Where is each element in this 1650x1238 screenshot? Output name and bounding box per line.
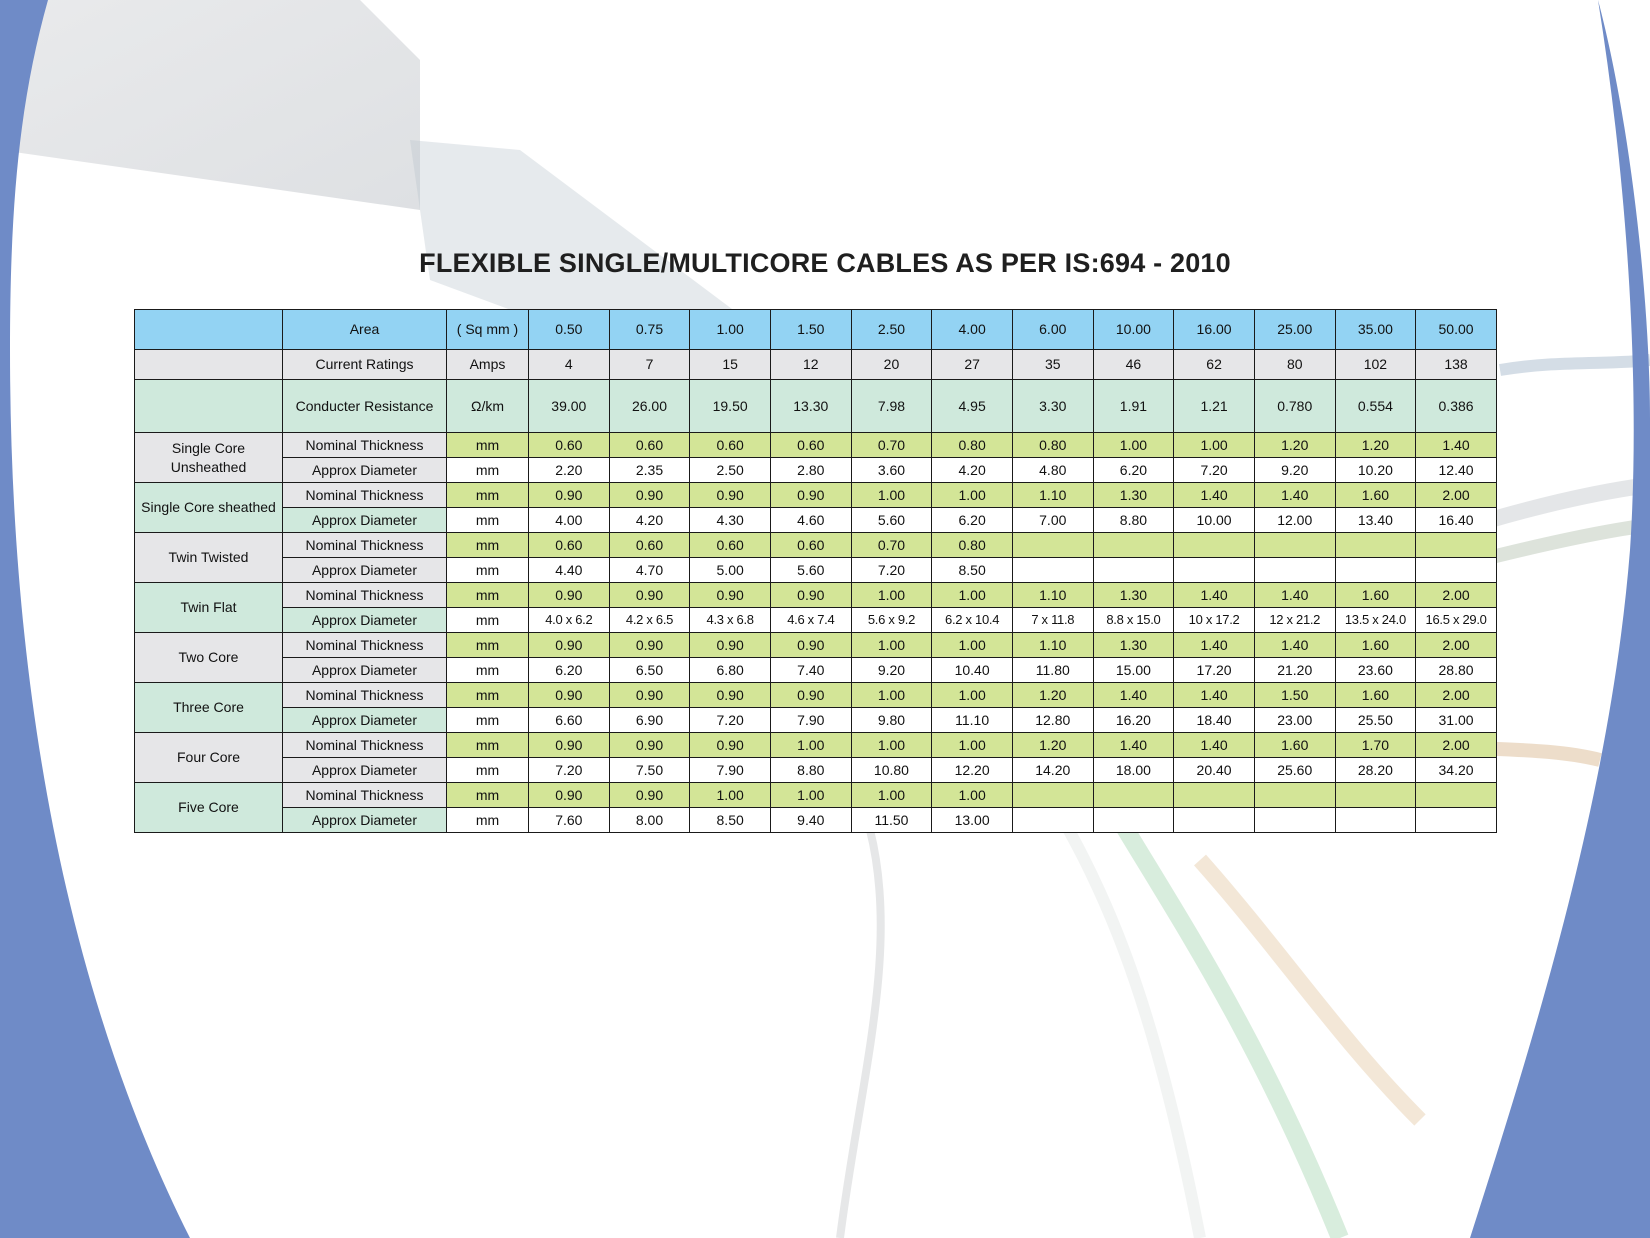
nominal-thickness-label: Nominal Thickness bbox=[283, 683, 447, 708]
cable-type-label: Single Core sheathed bbox=[135, 483, 283, 533]
thickness-value-cell: 0.90 bbox=[690, 633, 771, 658]
table-body bbox=[135, 310, 1497, 833]
thickness-value-cell bbox=[1416, 783, 1497, 808]
diameter-value-cell: 7.20 bbox=[1174, 458, 1255, 483]
thickness-value-cell: 2.00 bbox=[1416, 733, 1497, 758]
diameter-value-cell: 2.80 bbox=[770, 458, 851, 483]
area-value-cell: 1.00 bbox=[690, 310, 771, 350]
diameter-value-cell: 12.80 bbox=[1012, 708, 1093, 733]
unit-label: mm bbox=[447, 783, 529, 808]
current-value-cell: 7 bbox=[609, 350, 690, 380]
thickness-value-cell: 1.40 bbox=[1254, 583, 1335, 608]
thickness-value-cell: 1.40 bbox=[1174, 733, 1255, 758]
header-row-current bbox=[135, 350, 1497, 380]
approx-diameter-label: Approx Diameter bbox=[283, 608, 447, 633]
nominal-thickness-label: Nominal Thickness bbox=[283, 583, 447, 608]
diameter-value-cell bbox=[1335, 558, 1416, 583]
thickness-value-cell: 0.60 bbox=[609, 433, 690, 458]
current-value-cell: 138 bbox=[1416, 350, 1497, 380]
thickness-value-cell: 1.40 bbox=[1254, 483, 1335, 508]
cable-type-label: Twin Twisted bbox=[135, 533, 283, 583]
nominal-thickness-label: Nominal Thickness bbox=[283, 783, 447, 808]
diameter-value-cell: 21.20 bbox=[1254, 658, 1335, 683]
current-value-cell: 102 bbox=[1335, 350, 1416, 380]
diameter-value-cell: 13.40 bbox=[1335, 508, 1416, 533]
area-label: Area bbox=[283, 310, 447, 350]
current-value-cell: 12 bbox=[770, 350, 851, 380]
thickness-value-cell bbox=[1254, 783, 1335, 808]
thickness-value-cell: 0.70 bbox=[851, 433, 932, 458]
cable-type-label: Single Core Unsheathed bbox=[135, 433, 283, 483]
unit-label: mm bbox=[447, 433, 529, 458]
thickness-value-cell: 1.40 bbox=[1416, 433, 1497, 458]
cable-type-label: Two Core bbox=[135, 633, 283, 683]
diameter-value-cell: 4.00 bbox=[529, 508, 610, 533]
thickness-value-cell: 2.00 bbox=[1416, 633, 1497, 658]
table-row bbox=[135, 558, 1497, 583]
current-value-cell: 80 bbox=[1254, 350, 1335, 380]
thickness-value-cell: 1.60 bbox=[1335, 583, 1416, 608]
unit-label: mm bbox=[447, 558, 529, 583]
unit-label: mm bbox=[447, 808, 529, 833]
nominal-thickness-label: Nominal Thickness bbox=[283, 733, 447, 758]
approx-diameter-label: Approx Diameter bbox=[283, 458, 447, 483]
diameter-value-cell: 15.00 bbox=[1093, 658, 1174, 683]
resistance-label: Conducter Resistance bbox=[283, 380, 447, 433]
table-row bbox=[135, 458, 1497, 483]
approx-diameter-label: Approx Diameter bbox=[283, 758, 447, 783]
thickness-value-cell: 0.90 bbox=[529, 483, 610, 508]
cable-type-label: Twin Flat bbox=[135, 583, 283, 633]
area-value-cell: 10.00 bbox=[1093, 310, 1174, 350]
thickness-value-cell: 0.90 bbox=[609, 683, 690, 708]
thickness-value-cell: 0.60 bbox=[529, 433, 610, 458]
diameter-value-cell: 16.5 x 29.0 bbox=[1416, 608, 1497, 633]
area-unit: ( Sq mm ) bbox=[447, 310, 529, 350]
diameter-value-cell: 5.60 bbox=[770, 558, 851, 583]
unit-label: mm bbox=[447, 758, 529, 783]
thickness-value-cell: 1.40 bbox=[1093, 683, 1174, 708]
cable-type-label: Three Core bbox=[135, 683, 283, 733]
diameter-value-cell: 12.00 bbox=[1254, 508, 1335, 533]
diameter-value-cell bbox=[1012, 808, 1093, 833]
unit-label: mm bbox=[447, 658, 529, 683]
diameter-value-cell bbox=[1174, 808, 1255, 833]
diameter-value-cell: 12.20 bbox=[932, 758, 1013, 783]
diameter-value-cell: 31.00 bbox=[1416, 708, 1497, 733]
thickness-value-cell bbox=[1254, 533, 1335, 558]
thickness-value-cell: 0.80 bbox=[1012, 433, 1093, 458]
approx-diameter-label: Approx Diameter bbox=[283, 558, 447, 583]
diameter-value-cell: 4.40 bbox=[529, 558, 610, 583]
thickness-value-cell: 1.00 bbox=[851, 783, 932, 808]
diameter-value-cell: 4.3 x 6.8 bbox=[690, 608, 771, 633]
diameter-value-cell: 8.80 bbox=[770, 758, 851, 783]
resistance-value-cell: 39.00 bbox=[529, 380, 610, 433]
thickness-value-cell: 1.00 bbox=[1093, 433, 1174, 458]
thickness-value-cell bbox=[1012, 533, 1093, 558]
diameter-value-cell: 4.80 bbox=[1012, 458, 1093, 483]
thickness-value-cell: 1.00 bbox=[1174, 433, 1255, 458]
resistance-value-cell: 0.386 bbox=[1416, 380, 1497, 433]
diameter-value-cell bbox=[1174, 558, 1255, 583]
area-value-cell: 0.50 bbox=[529, 310, 610, 350]
thickness-value-cell: 0.90 bbox=[690, 683, 771, 708]
thickness-value-cell: 0.90 bbox=[529, 583, 610, 608]
diameter-value-cell bbox=[1416, 558, 1497, 583]
thickness-value-cell: 0.60 bbox=[609, 533, 690, 558]
thickness-value-cell: 0.60 bbox=[770, 433, 851, 458]
diameter-value-cell: 5.60 bbox=[851, 508, 932, 533]
current-value-cell: 35 bbox=[1012, 350, 1093, 380]
diameter-value-cell: 4.30 bbox=[690, 508, 771, 533]
table-row bbox=[135, 483, 1497, 508]
thickness-value-cell: 1.20 bbox=[1012, 683, 1093, 708]
area-value-cell: 6.00 bbox=[1012, 310, 1093, 350]
thickness-value-cell: 1.00 bbox=[851, 483, 932, 508]
thickness-value-cell: 0.60 bbox=[690, 433, 771, 458]
thickness-value-cell: 0.90 bbox=[690, 583, 771, 608]
diameter-value-cell: 16.20 bbox=[1093, 708, 1174, 733]
diameter-value-cell: 14.20 bbox=[1012, 758, 1093, 783]
thickness-value-cell: 0.90 bbox=[529, 783, 610, 808]
diameter-value-cell: 10.20 bbox=[1335, 458, 1416, 483]
thickness-value-cell: 1.20 bbox=[1254, 433, 1335, 458]
thickness-value-cell: 1.00 bbox=[690, 783, 771, 808]
diameter-value-cell: 18.00 bbox=[1093, 758, 1174, 783]
thickness-value-cell: 0.90 bbox=[609, 483, 690, 508]
diameter-value-cell: 7.90 bbox=[690, 758, 771, 783]
diameter-value-cell: 6.20 bbox=[932, 508, 1013, 533]
nominal-thickness-label: Nominal Thickness bbox=[283, 433, 447, 458]
table-row bbox=[135, 808, 1497, 833]
thickness-value-cell: 1.00 bbox=[932, 783, 1013, 808]
resistance-value-cell: 1.21 bbox=[1174, 380, 1255, 433]
thickness-value-cell: 0.80 bbox=[932, 433, 1013, 458]
unit-label: mm bbox=[447, 683, 529, 708]
diameter-value-cell: 8.00 bbox=[609, 808, 690, 833]
diameter-value-cell: 9.20 bbox=[851, 658, 932, 683]
table-row bbox=[135, 783, 1497, 808]
page-title: FLEXIBLE SINGLE/MULTICORE CABLES AS PER IS:694 - 2010 bbox=[419, 248, 1231, 278]
diameter-value-cell: 8.50 bbox=[932, 558, 1013, 583]
thickness-value-cell: 1.20 bbox=[1335, 433, 1416, 458]
diameter-value-cell: 8.50 bbox=[690, 808, 771, 833]
diameter-value-cell: 10.40 bbox=[932, 658, 1013, 683]
diameter-value-cell bbox=[1416, 808, 1497, 833]
table-row bbox=[135, 433, 1497, 458]
thickness-value-cell: 1.30 bbox=[1093, 483, 1174, 508]
diameter-value-cell: 23.60 bbox=[1335, 658, 1416, 683]
header-blank-cell bbox=[135, 310, 283, 350]
diameter-value-cell: 11.50 bbox=[851, 808, 932, 833]
thickness-value-cell: 0.90 bbox=[529, 733, 610, 758]
header-blank-cell bbox=[135, 380, 283, 433]
diameter-value-cell bbox=[1012, 558, 1093, 583]
diameter-value-cell: 6.60 bbox=[529, 708, 610, 733]
unit-label: mm bbox=[447, 583, 529, 608]
diameter-value-cell bbox=[1093, 558, 1174, 583]
thickness-value-cell: 1.60 bbox=[1335, 483, 1416, 508]
resistance-value-cell: 1.91 bbox=[1093, 380, 1174, 433]
diameter-value-cell: 5.00 bbox=[690, 558, 771, 583]
thickness-value-cell: 2.00 bbox=[1416, 483, 1497, 508]
thickness-value-cell: 1.00 bbox=[932, 733, 1013, 758]
thickness-value-cell: 0.90 bbox=[529, 633, 610, 658]
thickness-value-cell: 1.00 bbox=[932, 583, 1013, 608]
header-row-area bbox=[135, 310, 1497, 350]
table-row bbox=[135, 758, 1497, 783]
thickness-value-cell: 0.60 bbox=[770, 533, 851, 558]
thickness-value-cell: 0.90 bbox=[690, 733, 771, 758]
diameter-value-cell: 4.20 bbox=[609, 508, 690, 533]
diameter-value-cell: 4.20 bbox=[932, 458, 1013, 483]
resistance-unit: Ω/km bbox=[447, 380, 529, 433]
thickness-value-cell: 2.00 bbox=[1416, 583, 1497, 608]
diameter-value-cell: 2.20 bbox=[529, 458, 610, 483]
diameter-value-cell: 11.10 bbox=[932, 708, 1013, 733]
thickness-value-cell: 1.00 bbox=[770, 783, 851, 808]
table-row bbox=[135, 583, 1497, 608]
thickness-value-cell bbox=[1012, 783, 1093, 808]
thickness-value-cell: 1.20 bbox=[1012, 733, 1093, 758]
thickness-value-cell: 1.10 bbox=[1012, 483, 1093, 508]
table-row bbox=[135, 683, 1497, 708]
diameter-value-cell: 7.40 bbox=[770, 658, 851, 683]
current-value-cell: 62 bbox=[1174, 350, 1255, 380]
thickness-value-cell: 0.90 bbox=[609, 583, 690, 608]
diameter-value-cell: 7.20 bbox=[851, 558, 932, 583]
table-row bbox=[135, 733, 1497, 758]
area-value-cell: 1.50 bbox=[770, 310, 851, 350]
current-label: Current Ratings bbox=[283, 350, 447, 380]
diameter-value-cell: 6.50 bbox=[609, 658, 690, 683]
resistance-value-cell: 0.780 bbox=[1254, 380, 1335, 433]
diameter-value-cell: 4.2 x 6.5 bbox=[609, 608, 690, 633]
diameter-value-cell: 9.20 bbox=[1254, 458, 1335, 483]
resistance-value-cell: 26.00 bbox=[609, 380, 690, 433]
thickness-value-cell: 0.90 bbox=[609, 733, 690, 758]
diameter-value-cell: 12.40 bbox=[1416, 458, 1497, 483]
diameter-value-cell: 6.80 bbox=[690, 658, 771, 683]
thickness-value-cell: 0.90 bbox=[770, 633, 851, 658]
diameter-value-cell: 10.80 bbox=[851, 758, 932, 783]
diameter-value-cell: 8.80 bbox=[1093, 508, 1174, 533]
diameter-value-cell bbox=[1093, 808, 1174, 833]
thickness-value-cell: 1.00 bbox=[932, 483, 1013, 508]
resistance-value-cell: 4.95 bbox=[932, 380, 1013, 433]
diameter-value-cell bbox=[1254, 808, 1335, 833]
thickness-value-cell bbox=[1093, 783, 1174, 808]
thickness-value-cell: 0.90 bbox=[770, 583, 851, 608]
diameter-value-cell: 10 x 17.2 bbox=[1174, 608, 1255, 633]
cable-type-label: Five Core bbox=[135, 783, 283, 833]
diameter-value-cell: 6.20 bbox=[529, 658, 610, 683]
area-value-cell: 50.00 bbox=[1416, 310, 1497, 350]
thickness-value-cell: 2.00 bbox=[1416, 683, 1497, 708]
area-value-cell: 35.00 bbox=[1335, 310, 1416, 350]
diameter-value-cell: 2.35 bbox=[609, 458, 690, 483]
diameter-value-cell: 7.60 bbox=[529, 808, 610, 833]
current-value-cell: 4 bbox=[529, 350, 610, 380]
approx-diameter-label: Approx Diameter bbox=[283, 658, 447, 683]
resistance-value-cell: 7.98 bbox=[851, 380, 932, 433]
thickness-value-cell: 0.90 bbox=[529, 683, 610, 708]
diameter-value-cell: 9.80 bbox=[851, 708, 932, 733]
thickness-value-cell: 1.40 bbox=[1254, 633, 1335, 658]
approx-diameter-label: Approx Diameter bbox=[283, 508, 447, 533]
unit-label: mm bbox=[447, 458, 529, 483]
thickness-value-cell: 0.60 bbox=[529, 533, 610, 558]
diameter-value-cell: 9.40 bbox=[770, 808, 851, 833]
diameter-value-cell: 10.00 bbox=[1174, 508, 1255, 533]
diameter-value-cell: 18.40 bbox=[1174, 708, 1255, 733]
current-value-cell: 46 bbox=[1093, 350, 1174, 380]
diameter-value-cell: 23.00 bbox=[1254, 708, 1335, 733]
cable-spec-table bbox=[134, 309, 1497, 833]
diameter-value-cell: 7.50 bbox=[609, 758, 690, 783]
diameter-value-cell: 5.6 x 9.2 bbox=[851, 608, 932, 633]
thickness-value-cell: 1.30 bbox=[1093, 583, 1174, 608]
diameter-value-cell: 11.80 bbox=[1012, 658, 1093, 683]
thickness-value-cell: 1.40 bbox=[1174, 583, 1255, 608]
diameter-value-cell: 6.90 bbox=[609, 708, 690, 733]
thickness-value-cell: 1.00 bbox=[851, 683, 932, 708]
thickness-value-cell: 1.60 bbox=[1335, 633, 1416, 658]
thickness-value-cell: 1.70 bbox=[1335, 733, 1416, 758]
thickness-value-cell: 0.90 bbox=[770, 483, 851, 508]
diameter-value-cell: 28.80 bbox=[1416, 658, 1497, 683]
nominal-thickness-label: Nominal Thickness bbox=[283, 483, 447, 508]
resistance-value-cell: 3.30 bbox=[1012, 380, 1093, 433]
area-value-cell: 25.00 bbox=[1254, 310, 1335, 350]
diameter-value-cell: 13.00 bbox=[932, 808, 1013, 833]
unit-label: mm bbox=[447, 708, 529, 733]
current-value-cell: 20 bbox=[851, 350, 932, 380]
approx-diameter-label: Approx Diameter bbox=[283, 808, 447, 833]
diameter-value-cell: 8.8 x 15.0 bbox=[1093, 608, 1174, 633]
thickness-value-cell: 1.00 bbox=[851, 733, 932, 758]
diameter-value-cell: 25.60 bbox=[1254, 758, 1335, 783]
thickness-value-cell bbox=[1335, 533, 1416, 558]
table-row bbox=[135, 533, 1497, 558]
thickness-value-cell: 1.00 bbox=[770, 733, 851, 758]
thickness-value-cell: 1.10 bbox=[1012, 633, 1093, 658]
thickness-value-cell: 1.60 bbox=[1335, 683, 1416, 708]
thickness-value-cell bbox=[1335, 783, 1416, 808]
resistance-value-cell: 19.50 bbox=[690, 380, 771, 433]
thickness-value-cell: 1.30 bbox=[1093, 633, 1174, 658]
diameter-value-cell: 25.50 bbox=[1335, 708, 1416, 733]
diameter-value-cell: 7.00 bbox=[1012, 508, 1093, 533]
diameter-value-cell: 28.20 bbox=[1335, 758, 1416, 783]
approx-diameter-label: Approx Diameter bbox=[283, 708, 447, 733]
table-row bbox=[135, 633, 1497, 658]
thickness-value-cell bbox=[1174, 533, 1255, 558]
diameter-value-cell: 12 x 21.2 bbox=[1254, 608, 1335, 633]
resistance-value-cell: 0.554 bbox=[1335, 380, 1416, 433]
thickness-value-cell: 1.50 bbox=[1254, 683, 1335, 708]
thickness-value-cell bbox=[1174, 783, 1255, 808]
header-row-resistance bbox=[135, 380, 1497, 433]
thickness-value-cell: 0.90 bbox=[609, 783, 690, 808]
diameter-value-cell: 4.6 x 7.4 bbox=[770, 608, 851, 633]
thickness-value-cell: 0.90 bbox=[770, 683, 851, 708]
diameter-value-cell: 20.40 bbox=[1174, 758, 1255, 783]
thickness-value-cell: 1.00 bbox=[932, 683, 1013, 708]
thickness-value-cell: 1.40 bbox=[1174, 633, 1255, 658]
thickness-value-cell bbox=[1416, 533, 1497, 558]
diameter-value-cell: 2.50 bbox=[690, 458, 771, 483]
thickness-value-cell: 0.90 bbox=[690, 483, 771, 508]
diameter-value-cell: 13.5 x 24.0 bbox=[1335, 608, 1416, 633]
area-value-cell: 16.00 bbox=[1174, 310, 1255, 350]
cable-type-label: Four Core bbox=[135, 733, 283, 783]
diameter-value-cell: 34.20 bbox=[1416, 758, 1497, 783]
thickness-value-cell: 1.60 bbox=[1254, 733, 1335, 758]
area-value-cell: 2.50 bbox=[851, 310, 932, 350]
unit-label: mm bbox=[447, 508, 529, 533]
diameter-value-cell: 16.40 bbox=[1416, 508, 1497, 533]
nominal-thickness-label: Nominal Thickness bbox=[283, 633, 447, 658]
diameter-value-cell: 17.20 bbox=[1174, 658, 1255, 683]
table-row bbox=[135, 608, 1497, 633]
table-row bbox=[135, 658, 1497, 683]
thickness-value-cell: 1.40 bbox=[1093, 733, 1174, 758]
thickness-value-cell: 1.10 bbox=[1012, 583, 1093, 608]
diameter-value-cell: 4.70 bbox=[609, 558, 690, 583]
unit-label: mm bbox=[447, 608, 529, 633]
diameter-value-cell: 7.90 bbox=[770, 708, 851, 733]
thickness-value-cell bbox=[1093, 533, 1174, 558]
nominal-thickness-label: Nominal Thickness bbox=[283, 533, 447, 558]
unit-label: mm bbox=[447, 533, 529, 558]
diameter-value-cell: 7 x 11.8 bbox=[1012, 608, 1093, 633]
diameter-value-cell bbox=[1335, 808, 1416, 833]
thickness-value-cell: 0.90 bbox=[609, 633, 690, 658]
thickness-value-cell: 1.00 bbox=[851, 583, 932, 608]
unit-label: mm bbox=[447, 733, 529, 758]
diameter-value-cell: 7.20 bbox=[690, 708, 771, 733]
current-value-cell: 15 bbox=[690, 350, 771, 380]
thickness-value-cell: 1.40 bbox=[1174, 683, 1255, 708]
thickness-value-cell: 0.80 bbox=[932, 533, 1013, 558]
area-value-cell: 4.00 bbox=[932, 310, 1013, 350]
area-value-cell: 0.75 bbox=[609, 310, 690, 350]
unit-label: mm bbox=[447, 633, 529, 658]
diameter-value-cell: 6.20 bbox=[1093, 458, 1174, 483]
thickness-value-cell: 1.00 bbox=[851, 633, 932, 658]
resistance-value-cell: 13.30 bbox=[770, 380, 851, 433]
header-blank-cell bbox=[135, 350, 283, 380]
thickness-value-cell: 0.60 bbox=[690, 533, 771, 558]
thickness-value-cell: 0.70 bbox=[851, 533, 932, 558]
diameter-value-cell: 7.20 bbox=[529, 758, 610, 783]
unit-label: mm bbox=[447, 483, 529, 508]
diameter-value-cell: 6.2 x 10.4 bbox=[932, 608, 1013, 633]
table-row bbox=[135, 708, 1497, 733]
current-value-cell: 27 bbox=[932, 350, 1013, 380]
diameter-value-cell: 3.60 bbox=[851, 458, 932, 483]
thickness-value-cell: 1.40 bbox=[1174, 483, 1255, 508]
table-row bbox=[135, 508, 1497, 533]
current-unit: Amps bbox=[447, 350, 529, 380]
diameter-value-cell bbox=[1254, 558, 1335, 583]
thickness-value-cell: 1.00 bbox=[932, 633, 1013, 658]
diameter-value-cell: 4.0 x 6.2 bbox=[529, 608, 610, 633]
diameter-value-cell: 4.60 bbox=[770, 508, 851, 533]
